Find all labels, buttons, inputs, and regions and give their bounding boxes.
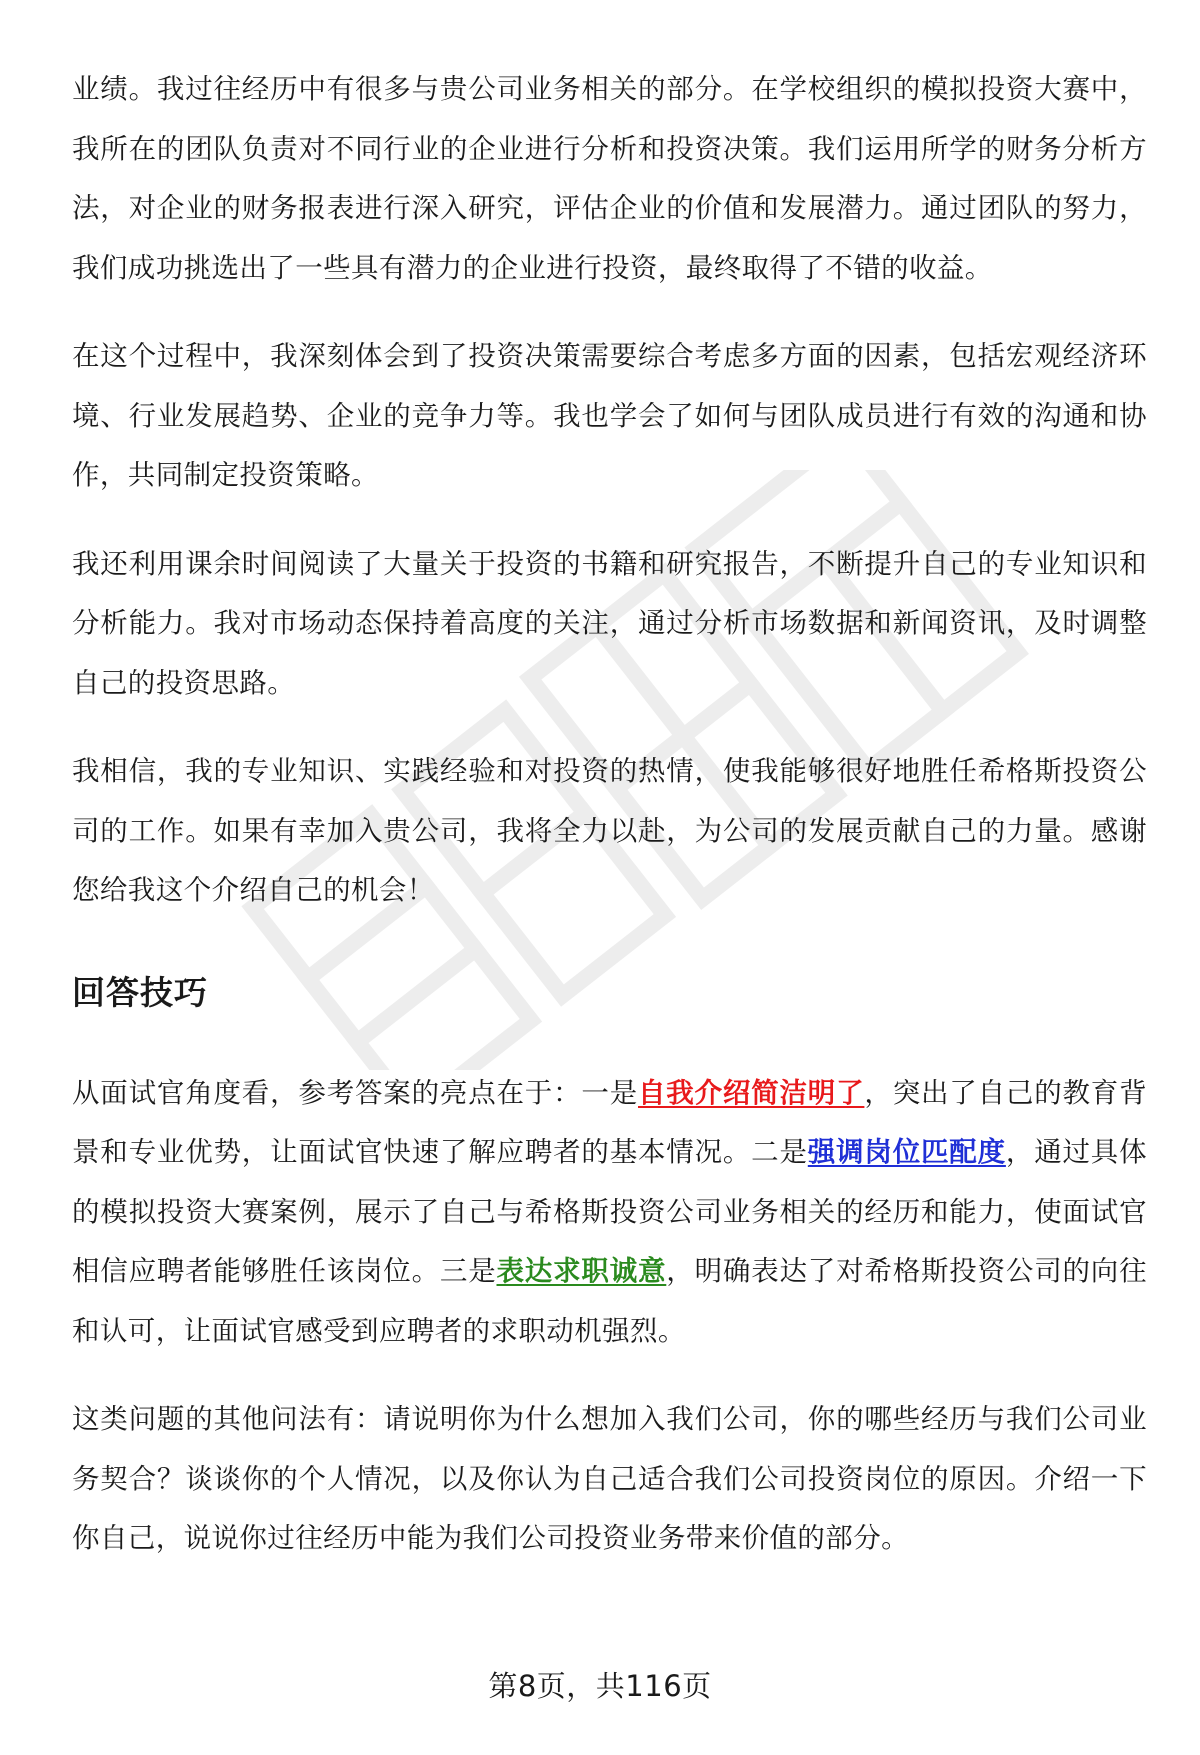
paragraph-self-study: 我还利用课余时间阅读了大量关于投资的书籍和研究报告，不断提升自己的专业知识和分析能力。我对市场动态保持着高度的关注，通过分析市场数据和新闻资讯，及时调整自己的投资思路。	[72, 547, 1147, 699]
highlight-sincerity: 表达求职诚意	[496, 1255, 667, 1287]
document-body	[72, 60, 1147, 1569]
tips-text-segment: ，明确表达了对希格斯投资公司的向往和认可，让面试官感受到应聘者的求职动机强烈。	[72, 1255, 1147, 1347]
paragraph-tips-analysis	[72, 1064, 1147, 1362]
paragraph-reflection: 在这个过程中，我深刻体会到了投资决策需要综合考虑多方面的因素，包括宏观经济环境、行业发展趋势、企业的竞争力等。我也学会了如何与团队成员进行有效的沟通和协作，共同制定投资策略。	[72, 340, 1147, 491]
tips-text-segment: ，通过具体的模拟投资大赛案例，展示了自己与希格斯投资公司业务相关的经历和能力，使面试官相信应聘者能够胜任该岗位。三是	[72, 1136, 1148, 1287]
paragraph-alternative-questions: 这类问题的其他问法有：请说明你为什么想加入我们公司，你的哪些经历与我们公司业务契合？谈谈你的个人情况，以及你认为自己适合我们公司投资岗位的原因。介绍一下你自己，说说你过往经历中能为我们公司投资业务带来价值的部分。	[72, 1403, 1147, 1554]
page-number-footer: 第8页，共116页	[488, 1669, 712, 1703]
section-heading-answer-tips: 回答技巧	[72, 972, 208, 1012]
highlight-concise-intro: 自我介绍简洁明了	[638, 1076, 865, 1109]
highlight-job-match: 强调岗位匹配度	[807, 1136, 1006, 1168]
tips-text-segment: 从面试官角度看，参考答案的亮点在于：一是	[72, 1076, 638, 1109]
tips-text-segment: ，突出了自己的教育背景和专业优势，让面试官快速了解应聘者的基本情况。二是	[72, 1076, 1148, 1168]
paragraph-conclusion: 我相信，我的专业知识、实践经验和对投资的热情，使我能够很好地胜任希格斯投资公司的工作。如果有幸加入贵公司，我将全力以赴，为公司的发展贡献自己的力量。感谢您给我这个介绍自己的机会！	[72, 755, 1147, 906]
paragraph-experience: 业绩。我过往经历中有很多与贵公司业务相关的部分。在学校组织的模拟投资大赛中，我所在的团队负责对不同行业的企业进行分析和投资决策。我们运用所学的财务分析方法，对企业的财务报表进行深入研究，评估企业的价值和发展潜力。通过团队的努力，我们成功挑选出了一些具有潜力的企业进行投资，最终取得了不错的收益。	[72, 73, 1147, 284]
